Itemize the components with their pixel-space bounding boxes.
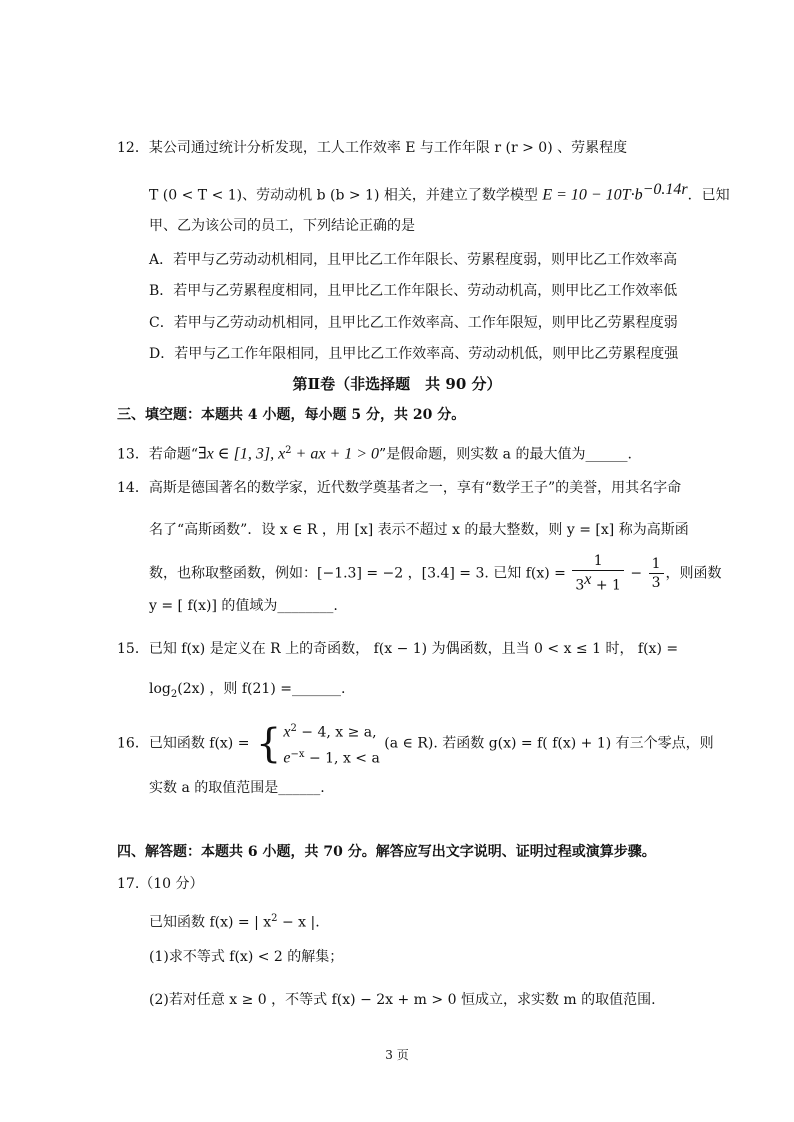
q17-part1: (1)求不等式 f(x) < 2 的解集； [149, 949, 344, 965]
q15-line2-post: (2x) ，则 f(21) =_______. [177, 681, 346, 697]
q17-header: 17.（10 分） [117, 876, 204, 892]
q12-formula-exp: −0.14r [642, 181, 688, 198]
q13-math-post: + ax + 1 > 0 [291, 445, 380, 463]
q17-given [149, 909, 320, 933]
q16-pre: 16．已知函数 f(x) = [117, 735, 254, 752]
q12-line2-pre: T (0 < T < 1)、劳动动机 b (b > 1) 相关，并建立了数学模型 [149, 187, 543, 204]
q17-part2: (2)若对任意 x ≥ 0 ，不等式 f(x) − 2x + m > 0 恒成立，求实数 m 的取值范围. [149, 992, 656, 1008]
q14-line2: 名了“高斯函数”．设 x ∈ R ，用 [x] 表示不超过 x 的最大整数，则 y = [x] 称为高斯函 [149, 522, 689, 538]
q14-minus: − [625, 565, 647, 582]
q17-given-exp: 2 [271, 913, 278, 924]
q12-formula: E = 10 − 10T·b [542, 186, 643, 204]
q12-line2 [149, 180, 730, 206]
q15-log-base: 2 [170, 688, 178, 700]
q13-post: ”是假命题，则实数 a 的最大值为______. [379, 446, 632, 463]
section4-title: 四、解答题：本题共 6 小题，共 70 分。解答应写出文字说明、证明过程或演算步骤。 [117, 844, 656, 860]
q13-pre: 13．若命题“ [117, 446, 198, 463]
q16-line1 [117, 718, 714, 769]
q14-line3 [149, 552, 722, 595]
q14-line4: y = [ f(x)] 的值域为________. [149, 598, 338, 614]
q12-option-d: D．若甲与乙工作年限相同，且甲比乙工作效率高、劳动动机低，则甲比乙劳累程度强 [149, 346, 679, 362]
q16-line2: 实数 a 的取值范围是______. [149, 780, 325, 796]
part2-title: 第Ⅱ卷（非选择题 共 90 分） [292, 375, 502, 393]
q17-given-pre: 已知函数 f(x) = | x [149, 914, 272, 931]
q14-line1: 14．高斯是德国著名的数学家，近代数学奠基者之一，享有“数学王子”的美誉，用其名字命 [117, 480, 682, 496]
q12-option-b: B．若甲与乙劳累程度相同，且甲比乙工作年限长、劳动动机高，则甲比乙工作效率低 [149, 283, 678, 299]
q16-post: (a ∈ R). 若函数 g(x) = f( f(x) + 1) 有三个零点，则 [379, 735, 714, 752]
q14-fraction-2: $\frac{1}{3}$ [649, 555, 664, 592]
q12-line3: 甲、乙为该公司的员工，下列结论正确的是 [149, 218, 415, 234]
section3-title: 三、填空题：本题共 4 小题，每小题 5 分，共 20 分。 [117, 407, 466, 423]
q14-fraction-1: $\frac{1}{3^x + 1}$ [572, 552, 624, 595]
q17-given-post: − x |. [277, 914, 320, 931]
q16-cases: $x^2 - 4$, x ≥ a, $e^{-x} - 1$, x < a [283, 723, 380, 767]
q15-line2 [149, 679, 345, 705]
q14-line3-pre: 数，也称取整函数，例如：[−1.3] = −2 ，[3.4] = 3. 已知 f(x) = [149, 565, 571, 582]
q15-line1: 15．已知 f(x) 是定义在 R 上的奇函数， f(x − 1) 为偶函数，且当 0 < x ≤ 1 时， f(x) = [117, 641, 679, 657]
q12-option-a: A．若甲与乙劳动动机相同，且甲比乙工作年限长、劳累程度弱，则甲比乙工作效率高 [149, 252, 678, 268]
page-number: 3 页 [385, 1048, 409, 1062]
q12-line1: 12．某公司通过统计分析发现，工人工作效率 E 与工作年限 r (r > 0) 、劳累程度 [117, 140, 628, 156]
q12-option-c: C．若甲与乙劳动动机相同，且甲比乙工作效率高、工作年限短，则甲比乙劳累程度弱 [149, 315, 678, 331]
q16-brace: { [255, 720, 282, 767]
q13-math: ∃x ∈ [1, 3], x [197, 445, 286, 463]
q14-line3-post: ，则函数 [665, 565, 722, 582]
q12-line2-post: ．已知 [687, 187, 730, 204]
q13-math-exp: 2 [285, 445, 292, 456]
q15-log: log [149, 681, 171, 697]
q13 [117, 441, 632, 465]
